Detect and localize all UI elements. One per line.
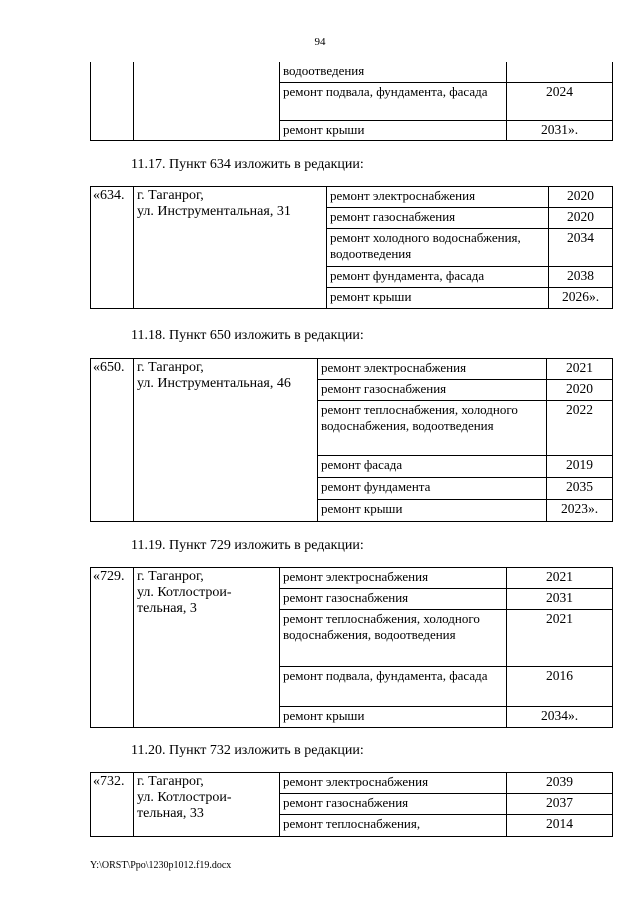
table-cell-work: ремонт холодного водоснабжения, водоотведения (327, 229, 549, 267)
table-cell-year: 2039 (507, 773, 613, 794)
table-cell-year: 2021 (507, 610, 613, 667)
item-number: «732. (91, 773, 134, 837)
cont-num-cell (91, 62, 134, 140)
item-address (134, 773, 280, 837)
item-number: «650. (91, 359, 134, 522)
section-table (90, 358, 613, 522)
table-cell-work: ремонт теплоснабжения, (280, 815, 507, 837)
table-cell-work: ремонт электроснабжения (280, 773, 507, 794)
table-cell-year: 2035 (547, 478, 613, 500)
address-line: ул. Инструментальная, 46 (137, 376, 291, 391)
table-cell-year: 2024 (507, 82, 613, 120)
table-cell-year: 2038 (549, 267, 613, 288)
address-line: ул. Котлострои- (137, 790, 232, 805)
page-number: 94 (314, 36, 326, 48)
section-heading: 11.17. Пункт 634 изложить в редакции: (131, 157, 364, 172)
table-cell-work: ремонт электроснабжения (318, 359, 547, 380)
address-line: ул. Котлострои- (137, 585, 232, 600)
table-cell-year: 2016 (507, 667, 613, 707)
table-cell-year: 2020 (549, 187, 613, 208)
item-address (134, 187, 327, 309)
address-line: ул. Инструментальная, 31 (137, 204, 291, 219)
section-table (90, 567, 613, 728)
section-table (90, 772, 613, 837)
section-heading: 11.20. Пункт 732 изложить в редакции: (131, 743, 364, 758)
table-cell-work: ремонт крыши (280, 120, 507, 140)
table-cell-work: ремонт подвала, фундамента, фасада (280, 82, 507, 120)
table-cell-year: 2022 (547, 401, 613, 456)
table-cell-work: ремонт подвала, фундамента, фасада (280, 667, 507, 707)
table-cell-work: ремонт газоснабжения (327, 208, 549, 229)
address-line: г. Таганрог, (137, 569, 204, 584)
table-cell-work: ремонт теплоснабжения, холодного водоснабжения, водоотведения (318, 401, 547, 456)
cont-address-cell (134, 62, 280, 140)
table-cell-work: ремонт фасада (318, 456, 547, 478)
address-line: г. Таганрог, (137, 360, 204, 375)
table-cell-work: ремонт теплоснабжения, холодного водоснабжения, водоотведения (280, 610, 507, 667)
table-cell-work: ремонт крыши (318, 500, 547, 522)
table-cell-year: 2021 (547, 359, 613, 380)
section-table (90, 186, 613, 309)
address-line: г. Таганрог, (137, 188, 204, 203)
table-cell-year: 2023». (547, 500, 613, 522)
table-cell-work: ремонт газоснабжения (280, 589, 507, 610)
section-heading: 11.19. Пункт 729 изложить в редакции: (131, 538, 364, 553)
table-cell-work: ремонт газоснабжения (318, 380, 547, 401)
table-cell-year: 2034». (507, 707, 613, 728)
footer-file-path: Y:\ORST\Ppo\1230p1012.f19.docx (90, 860, 232, 871)
table-cell-year: 2021 (507, 568, 613, 589)
table-cell-work: водоотведения (280, 62, 507, 82)
table-cell-year (507, 62, 613, 82)
table-cell-work: ремонт фундамента (318, 478, 547, 500)
address-line: г. Таганрог, (137, 774, 204, 789)
address-line: тельная, 33 (137, 806, 204, 821)
table-cell-year: 2037 (507, 794, 613, 815)
table-cell-year: 2019 (547, 456, 613, 478)
table-cell-work: ремонт фундамента, фасада (327, 267, 549, 288)
item-number: «729. (91, 568, 134, 728)
table-cell-year: 2034 (549, 229, 613, 267)
section-heading: 11.18. Пункт 650 изложить в редакции: (131, 328, 364, 343)
table-cell-work: ремонт газоснабжения (280, 794, 507, 815)
item-address (134, 359, 318, 522)
address-line: тельная, 3 (137, 601, 197, 616)
table-cell-work: ремонт крыши (327, 288, 549, 309)
table-cell-year: 2031 (507, 589, 613, 610)
table-cell-year: 2020 (547, 380, 613, 401)
table-cell-work: ремонт крыши (280, 707, 507, 728)
item-number: «634. (91, 187, 134, 309)
table-cell-year: 2026». (549, 288, 613, 309)
table-cell-work: ремонт электроснабжения (280, 568, 507, 589)
item-address (134, 568, 280, 728)
table-cell-work: ремонт электроснабжения (327, 187, 549, 208)
table-cell-year: 2020 (549, 208, 613, 229)
table-cell-year: 2014 (507, 815, 613, 837)
table-cell-year: 2031». (507, 120, 613, 140)
continued-table (90, 62, 613, 141)
